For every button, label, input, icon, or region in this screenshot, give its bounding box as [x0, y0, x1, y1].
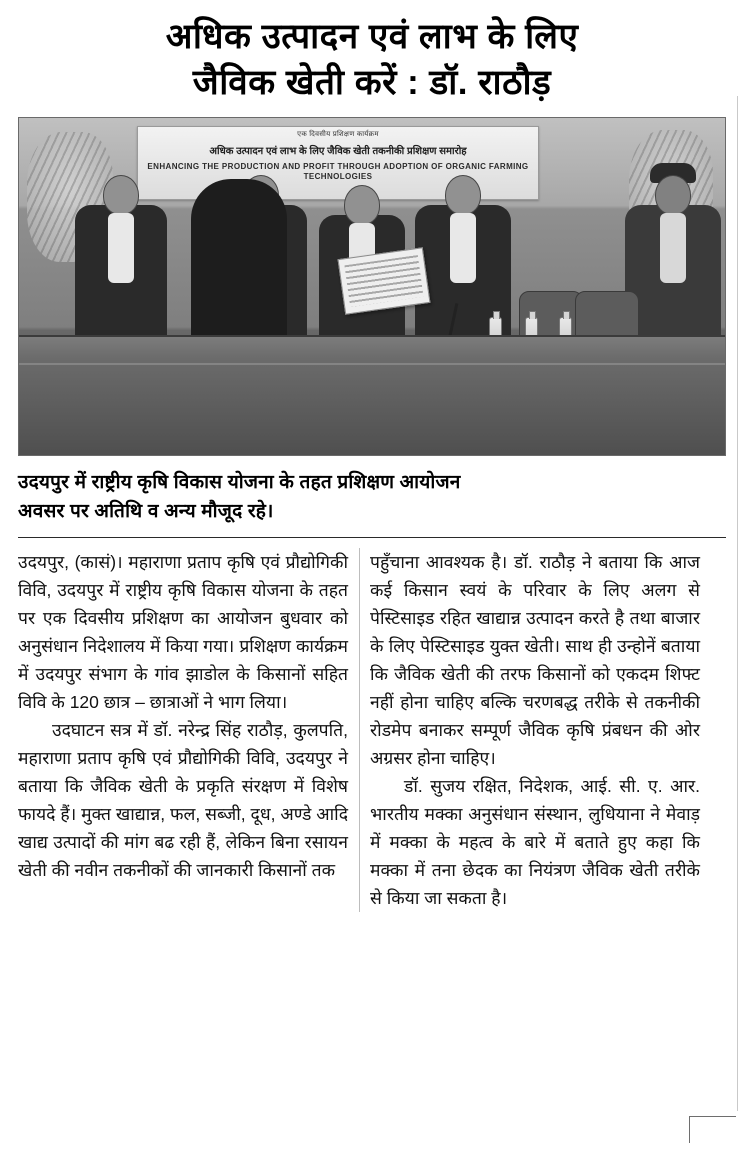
- article-body: [18, 548, 726, 912]
- photo-caption: [18, 468, 726, 527]
- banner-hindi-text: अधिक उत्पादन एवं लाभ के लिए जैविक खेती तकनीकी प्रशिक्षण समारोह: [209, 146, 467, 157]
- article-column-right: [370, 548, 700, 912]
- column-divider: [359, 548, 360, 912]
- conference-table: [19, 335, 725, 455]
- person-standing-left: [75, 205, 167, 355]
- person-shirt: [660, 213, 686, 283]
- event-photograph: [18, 117, 726, 456]
- headline-line-1: अधिक उत्पादन एवं लाभ के लिए: [165, 17, 579, 56]
- headline-line-2: जैविक खेती करें : डॉ. राठौड़: [192, 62, 552, 102]
- page-corner-mark: [689, 1116, 736, 1143]
- person-head: [655, 175, 691, 215]
- page-edge-rule: [737, 96, 738, 1111]
- article-paragraph: डॉ. सुजय रक्षित, निदेशक, आई. सी. ए. आर. भारतीय मक्का अनुसंधान संस्थान, लुधियाना ने मेवाड़ में मक्का के महत्व के बारे में बताते हुए कहा कि मक्का में तना छेदक का नियंत्रण जैविक खेती तरीके से किया जा सकता है।: [370, 775, 700, 908]
- caption-line-1: उदयपुर में राष्ट्रीय कृषि विकास योजना के तहत प्रशिक्षण आयोजन: [18, 472, 461, 493]
- article-paragraph: पहुँचाना आवश्यक है। डॉ. राठौड़ ने बताया कि आज कई किसान स्वयं के परिवार के लिए अलग से पेस्टिसाइड रहित खाद्यान्न उत्पादन करते है तथा बाजार के लिए पेस्टिसाइड युक्त खेती। साथ ही उन्होनें बताया कि जैविक खेती की तरफ किसानों को एकदम शिफ्ट नहीं होना चाहिए बल्कि चरणबद्ध तरीके से तकनीकी रोडमेप बनाकर सम्पूर्ण जैविक कृषि प्रंबधन की ओर अग्रसर होना चाहिए।: [370, 551, 700, 768]
- person-shirt: [108, 213, 134, 283]
- caption-line-2: अवसर पर अतिथि व अन्य मौजूद रहे।: [18, 501, 274, 523]
- person-head: [103, 175, 139, 215]
- article-paragraph: उदयपुर, (कासं)। महाराणा प्रताप कृषि एवं प्रौद्योगिकी विवि, उदयपुर में राष्ट्रीय कृषि विकास योजना के तहत पर एक दिवसीय प्रशिक्षण का आयोजन बुधवार को अनुसंधान निदेशालय में किया गया। प्रशिक्षण कार्यक्रम में उदयपुर संभाग के गांव झाडोल के किसानों सहित विवि के 120 छात्र – छात्राओं ने भाग लिया।: [18, 551, 348, 712]
- person-head: [344, 185, 380, 225]
- person-head: [445, 175, 481, 215]
- photograph-image: [19, 118, 725, 455]
- person-shirt: [450, 213, 476, 283]
- page-headline: [0, 0, 744, 107]
- banner-top-text: एक दिवसीय प्रशिक्षण कार्यक्रम: [297, 131, 379, 138]
- person-clapping-right: [625, 205, 721, 355]
- article-paragraph: उदघाटन सत्र में डॉ. नरेन्द्र सिंह राठौड़, कुलपति, महाराणा प्रताप कृषि एवं प्रौद्योगिकी विवि, उदयपुर ने बताया कि जैविक खेती के प्रकृति संरक्षण में विशेष फायदे हैं। मुक्त खाद्यान्न, फल, सब्जी, दूध, अण्डे आदि खाद्य उत्पादों की मांग बढ रही हैं, लेकिन बिना रसायन खेती की नवीन तकनीकों की जानकारी किसानों तक: [18, 719, 348, 880]
- caption-divider: [18, 537, 726, 538]
- article-column-left: [18, 548, 348, 912]
- student-receiving-award: [191, 179, 287, 359]
- banner-english-text: ENHANCING THE PRODUCTION AND PROFIT THROUGH ADOPTION OF ORGANIC FARMING TECHNOLOGIES: [147, 162, 529, 181]
- certificate-paper: [338, 247, 431, 314]
